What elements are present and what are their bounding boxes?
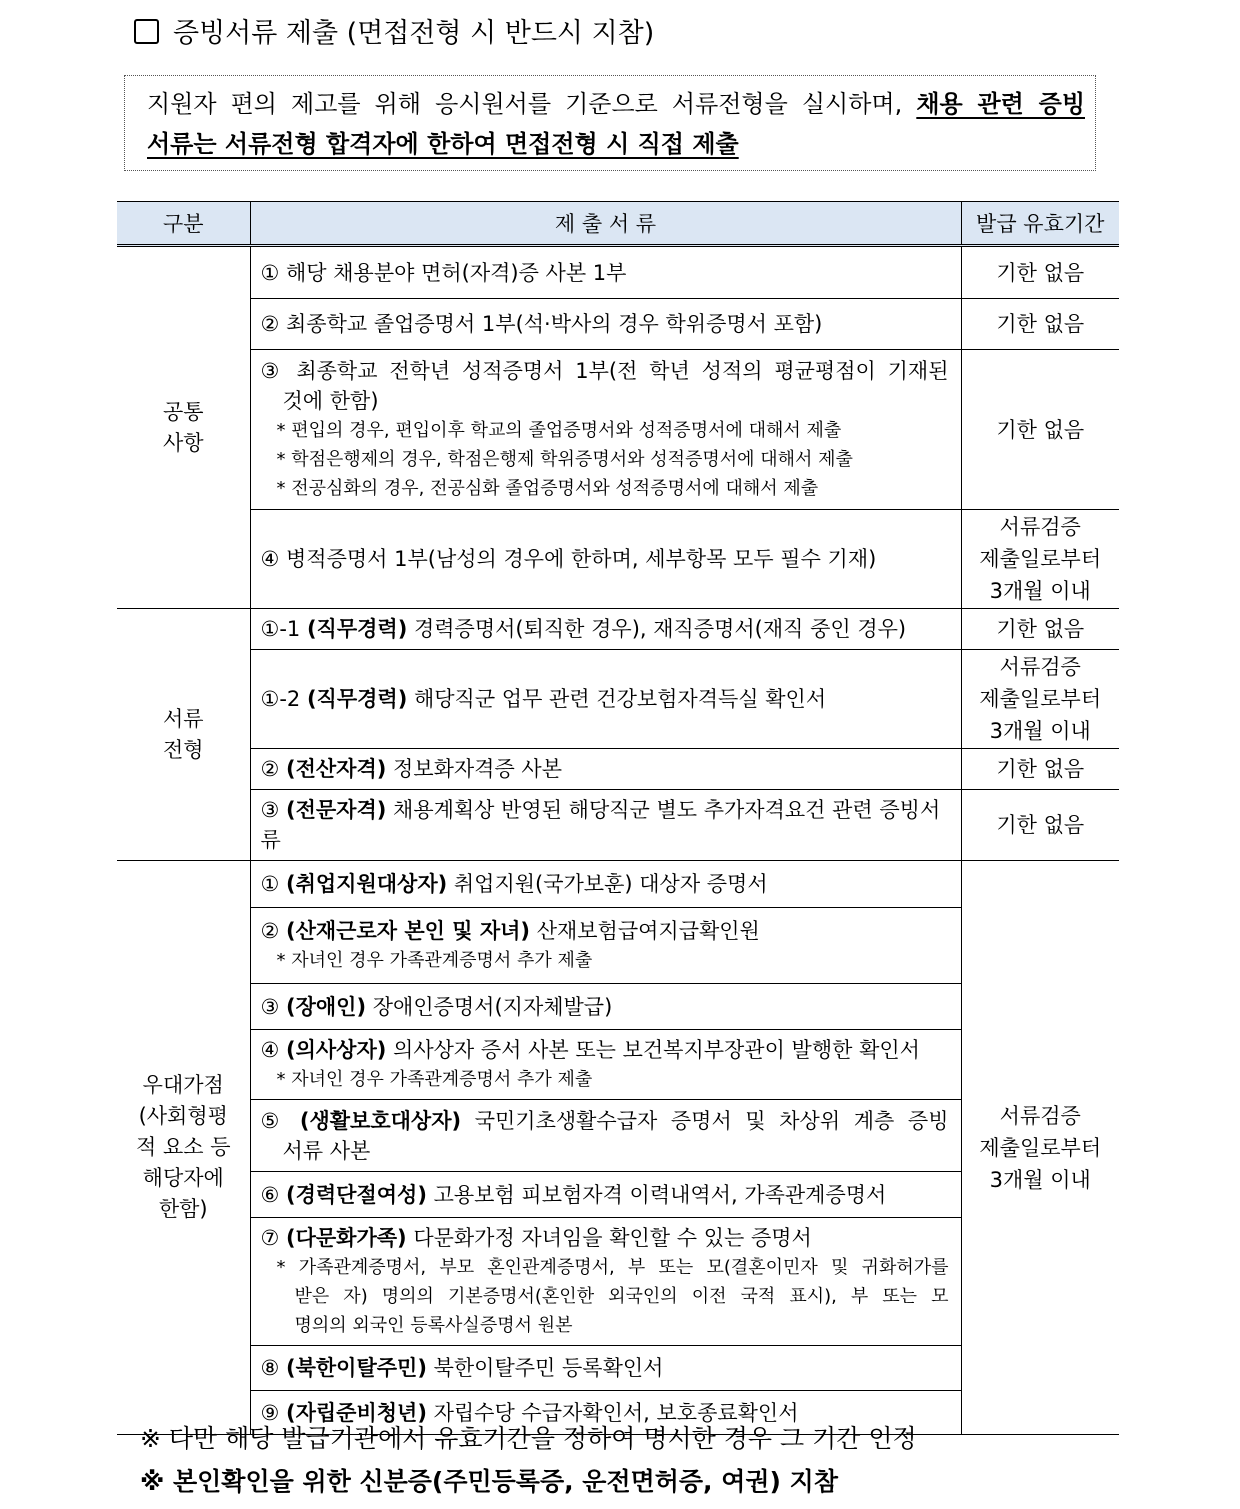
documents-table xyxy=(117,201,1119,1435)
validity: 서류검증 제출일로부터 3개월 이내 xyxy=(961,861,1119,1435)
table-row xyxy=(117,861,1119,908)
doc-item: ⑨ (자립준비청년) 자립수당 수급자확인서, 보호종료확인서 xyxy=(250,1391,961,1435)
header-validity: 발급 유효기간 xyxy=(961,202,1119,246)
doc-item: ⑦ (다문화가족) 다문화가정 자녀임을 확인할 수 있는 증명서 * 가족관계증명서, 부모 혼인관계증명서, 부 또는 모(결혼이민자 및 귀화허가를 받은 자) 명의의 기본증명서(혼인한 외국인의 이전 국적 표시), 부 또는 모 명의의 외국인 등록사실증명서 원본 xyxy=(250,1218,961,1346)
doc-item: ① 해당 채용분야 면허(자격)증 사본 1부 xyxy=(250,246,961,299)
table-row xyxy=(117,749,1119,790)
table-row xyxy=(117,246,1119,299)
section-title: 증빙서류 제출 (면접전형 시 반드시 지참) xyxy=(134,14,654,54)
validity: 기한 없음 xyxy=(961,790,1119,861)
validity: 기한 없음 xyxy=(961,749,1119,790)
doc-item: ④ 병적증명서 1부(남성의 경우에 한하며, 세부항목 모두 필수 기재) xyxy=(250,510,961,609)
checkbox-icon xyxy=(134,19,159,44)
footer-note-id: ※ 본인확인을 위한 신분증(주민등록증, 운전면허증, 여권) 지참 xyxy=(140,1467,838,1496)
doc-item: ④ (의사상자) 의사상자 증서 사본 또는 보건복지부장관이 발행한 확인서 * 자녀인 경우 가족관계증명서 추가 제출 xyxy=(250,1030,961,1100)
validity: 기한 없음 xyxy=(961,246,1119,299)
validity: 기한 없음 xyxy=(961,350,1119,510)
doc-item: ③ (장애인) 장애인증명서(지자체발급) xyxy=(250,984,961,1030)
header-category: 구분 xyxy=(117,202,250,246)
category-document-screening: 서류 전형 xyxy=(117,609,250,861)
doc-item: ⑧ (북한이탈주민) 북한이탈주민 등록확인서 xyxy=(250,1346,961,1391)
validity: 기한 없음 xyxy=(961,609,1119,650)
doc-item: ③ 최종학교 전학년 성적증명서 1부(전 학년 성적의 평균평점이 기재된 것에 한함) * 편입의 경우, 편입이후 학교의 졸업증명서와 성적증명서에 대해서 제출 * 학점은행제의 경우, 학점은행제 학위증명서와 성적증명서에 대해서 제출 * 전공심화의 경우, 전공심화 졸업증명서와 성적증명서에 대해서 제출 xyxy=(250,350,961,510)
validity: 서류검증 제출일로부터 3개월 이내 xyxy=(961,510,1119,609)
table-row xyxy=(117,510,1119,609)
table-header-row xyxy=(117,202,1119,246)
notice-line-1: 지원자 편의 제고를 위해 응시원서를 기준으로 서류전형을 실시하며, 채용 관련 증빙 xyxy=(147,90,1085,118)
doc-item: ③ (전문자격) 채용계획상 반영된 해당직군 별도 추가자격요건 관련 증빙서류 xyxy=(250,790,961,861)
doc-item: ② 최종학교 졸업증명서 1부(석·박사의 경우 학위증명서 포함) xyxy=(250,299,961,350)
header-documents: 제 출 서 류 xyxy=(250,202,961,246)
doc-item: ⑥ (경력단절여성) 고용보험 피보험자격 이력내역서, 가족관계증명서 xyxy=(250,1172,961,1218)
table-row xyxy=(117,650,1119,749)
doc-item: ② (전산자격) 정보화자격증 사본 xyxy=(250,749,961,790)
category-common: 공통 사항 xyxy=(117,246,250,609)
notice-box xyxy=(124,75,1096,171)
doc-item: ①-2 (직무경력) 해당직군 업무 관련 건강보험자격득실 확인서 xyxy=(250,650,961,749)
doc-item: ⑤ (생활보호대상자) 국민기초생활수급자 증명서 및 차상위 계층 증빙 서류 사본 xyxy=(250,1100,961,1172)
category-preference: 우대가점 (사회형평 적 요소 등 해당자에 한함) xyxy=(117,861,250,1435)
doc-item: ①-1 (직무경력) 경력증명서(퇴직한 경우), 재직증명서(재직 중인 경우) xyxy=(250,609,961,650)
doc-item: ① (취업지원대상자) 취업지원(국가보훈) 대상자 증명서 xyxy=(250,861,961,908)
table-row xyxy=(117,790,1119,861)
footer-note-validity: ※ 다만 해당 발급기관에서 유효기간을 정하여 명시한 경우 그 기간 인정 xyxy=(140,1424,917,1453)
table-row xyxy=(117,299,1119,350)
table-row xyxy=(117,609,1119,650)
notice-line-2: 서류는 서류전형 합격자에 한하여 면접전형 시 직접 제출 xyxy=(147,130,739,158)
table-row xyxy=(117,350,1119,510)
validity: 서류검증 제출일로부터 3개월 이내 xyxy=(961,650,1119,749)
doc-item: ② (산재근로자 본인 및 자녀) 산재보험급여지급확인원 * 자녀인 경우 가족관계증명서 추가 제출 xyxy=(250,908,961,984)
validity: 기한 없음 xyxy=(961,299,1119,350)
